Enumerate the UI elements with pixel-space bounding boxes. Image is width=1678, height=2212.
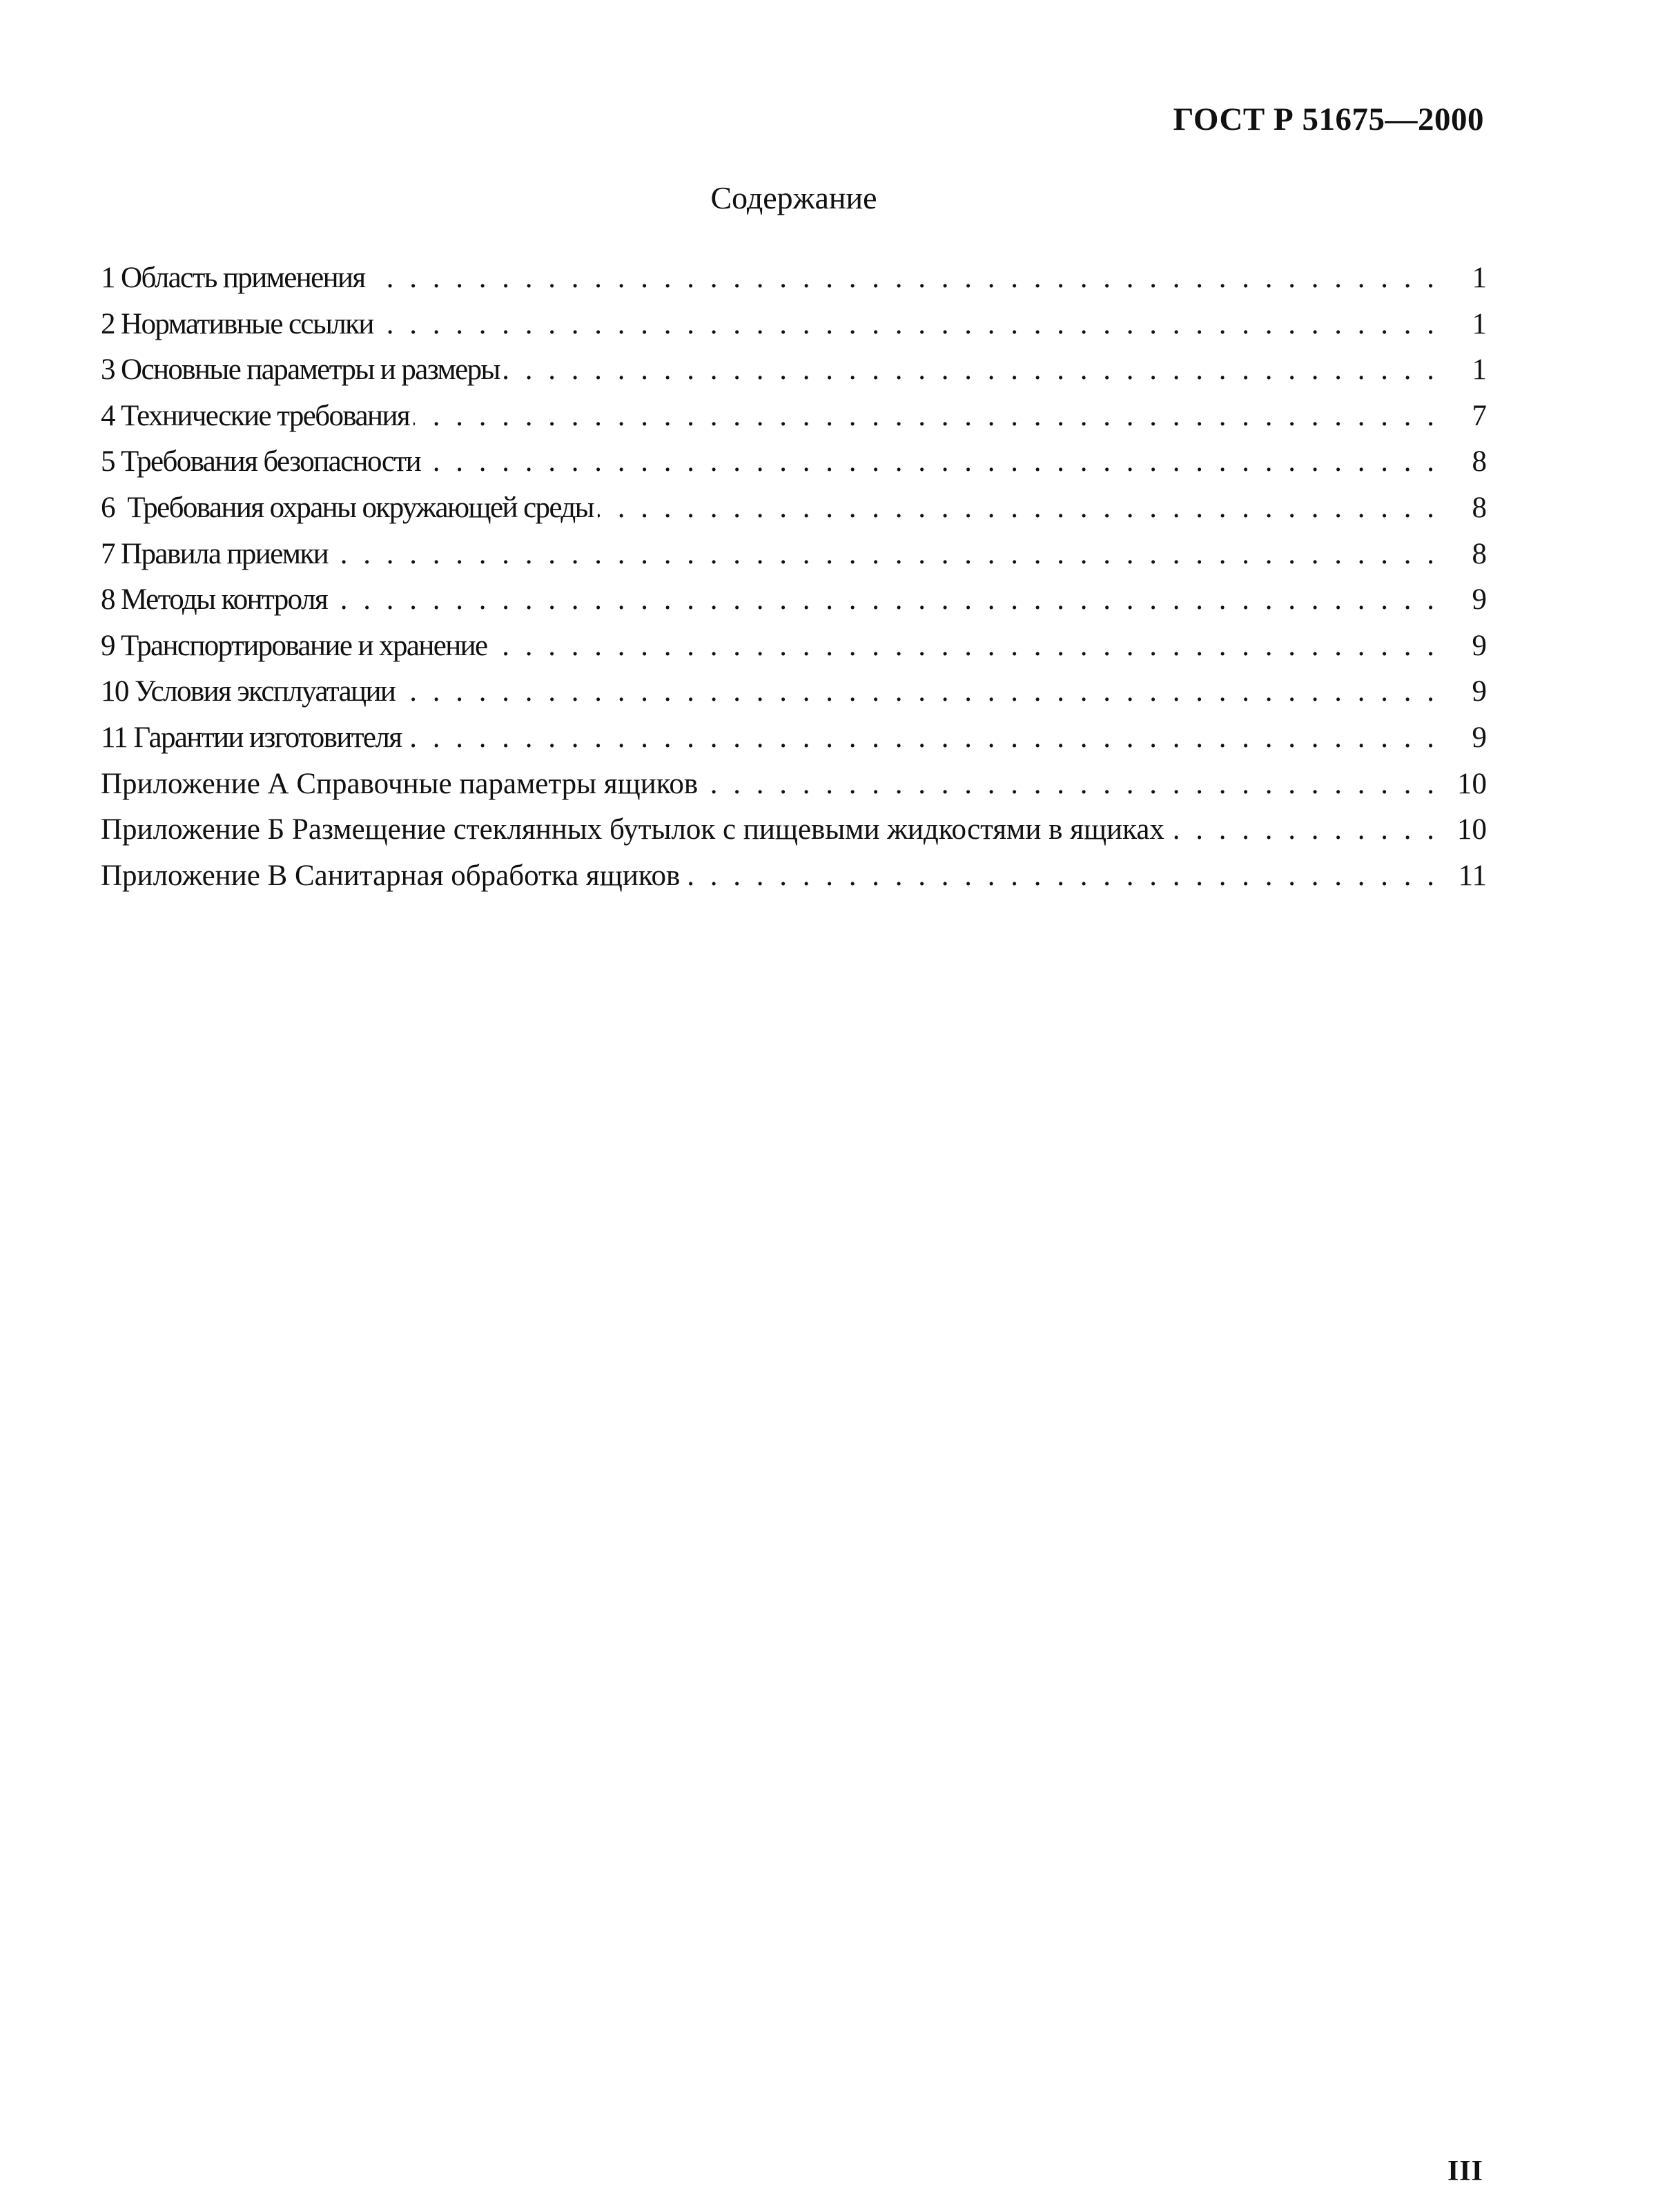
toc-entry-page: 8: [1472, 445, 1487, 478]
toc-entry-page: 10: [1457, 813, 1487, 846]
toc-title: Содержание: [710, 180, 877, 215]
toc-entry-page: 11: [1458, 859, 1487, 892]
toc-leader-dots: [332, 537, 1438, 571]
toc-entry-page: 1: [1472, 353, 1487, 387]
toc-entry[interactable]: [101, 629, 1487, 675]
toc-leader-dots: [399, 675, 1438, 708]
toc-entry-label: 6 Требования охраны окружающей среды: [101, 491, 594, 524]
toc-entry-label: 11 Гарантии изготовителя: [101, 721, 402, 754]
toc-entry-page: 1: [1472, 307, 1487, 340]
toc-leader-dots: [491, 629, 1438, 663]
toc-entry[interactable]: [101, 491, 1487, 537]
toc-entry[interactable]: [101, 307, 1487, 353]
toc-entry-page: 8: [1472, 537, 1487, 570]
toc-entry-label: 4 Технические требования: [101, 399, 410, 432]
toc-entry-label: 10 Условия эксплуатации: [101, 675, 396, 708]
toc-entry[interactable]: [101, 261, 1487, 307]
toc-entry-label: Приложение В Санитарная обработка ящиков: [101, 859, 681, 892]
toc-leader-dots: [1169, 813, 1438, 846]
toc-entry[interactable]: [101, 721, 1487, 767]
toc-leader-dots: [598, 491, 1438, 525]
toc-entry-page: 9: [1472, 629, 1487, 662]
page-number: III: [1447, 2155, 1483, 2187]
toc-leader-dots: [405, 721, 1438, 755]
toc-entry[interactable]: [101, 859, 1487, 905]
toc-entry-page: 7: [1472, 399, 1487, 432]
toc-entry[interactable]: [101, 675, 1487, 721]
toc-entry-page: 8: [1472, 491, 1487, 524]
toc-entry[interactable]: [101, 583, 1487, 629]
toc-leader-dots: [378, 307, 1438, 341]
toc-entry[interactable]: [101, 353, 1487, 399]
toc-entry-label: Приложение Б Размещение стеклянных бутылок с пищевыми жидкостями в ящиках: [101, 813, 1164, 846]
toc-entry-label: Приложение А Справочные параметры ящиков: [101, 767, 699, 800]
toc-entry-page: 10: [1457, 767, 1487, 800]
toc-leader-dots: [369, 261, 1438, 295]
toc-leader-dots: [684, 859, 1438, 893]
toc-leader-dots: [425, 445, 1438, 478]
toc-entry[interactable]: [101, 399, 1487, 445]
toc-leader-dots: [413, 399, 1438, 433]
toc-entry-label: 2 Нормативные ссылки: [101, 307, 373, 340]
toc-leader-dots: [702, 767, 1438, 801]
toc-entry[interactable]: [101, 813, 1487, 859]
toc-entry-page: 1: [1472, 262, 1487, 294]
toc-entry-label: 8 Методы контроля: [101, 583, 328, 617]
document-code: ГОСТ Р 51675—2000: [1173, 101, 1484, 137]
toc-entry-page: 9: [1472, 675, 1487, 708]
toc-entry[interactable]: [101, 445, 1487, 491]
toc-entry-label: 1 Область применения: [101, 262, 365, 294]
toc-entry[interactable]: [101, 767, 1487, 813]
toc-entry-page: 9: [1472, 721, 1487, 754]
toc-leader-dots: [504, 353, 1438, 387]
table-of-contents: [101, 261, 1487, 904]
toc-entry-page: 9: [1472, 583, 1487, 617]
toc-entry-label: 3 Основные параметры и размеры: [101, 353, 500, 387]
toc-entry-label: 5 Требования безопасности: [101, 445, 421, 478]
toc-entry-label: 7 Правила приемки: [101, 537, 329, 570]
toc-entry[interactable]: [101, 537, 1487, 583]
toc-leader-dots: [331, 583, 1438, 617]
toc-entry-label: 9 Транспортирование и хранение: [101, 629, 487, 662]
